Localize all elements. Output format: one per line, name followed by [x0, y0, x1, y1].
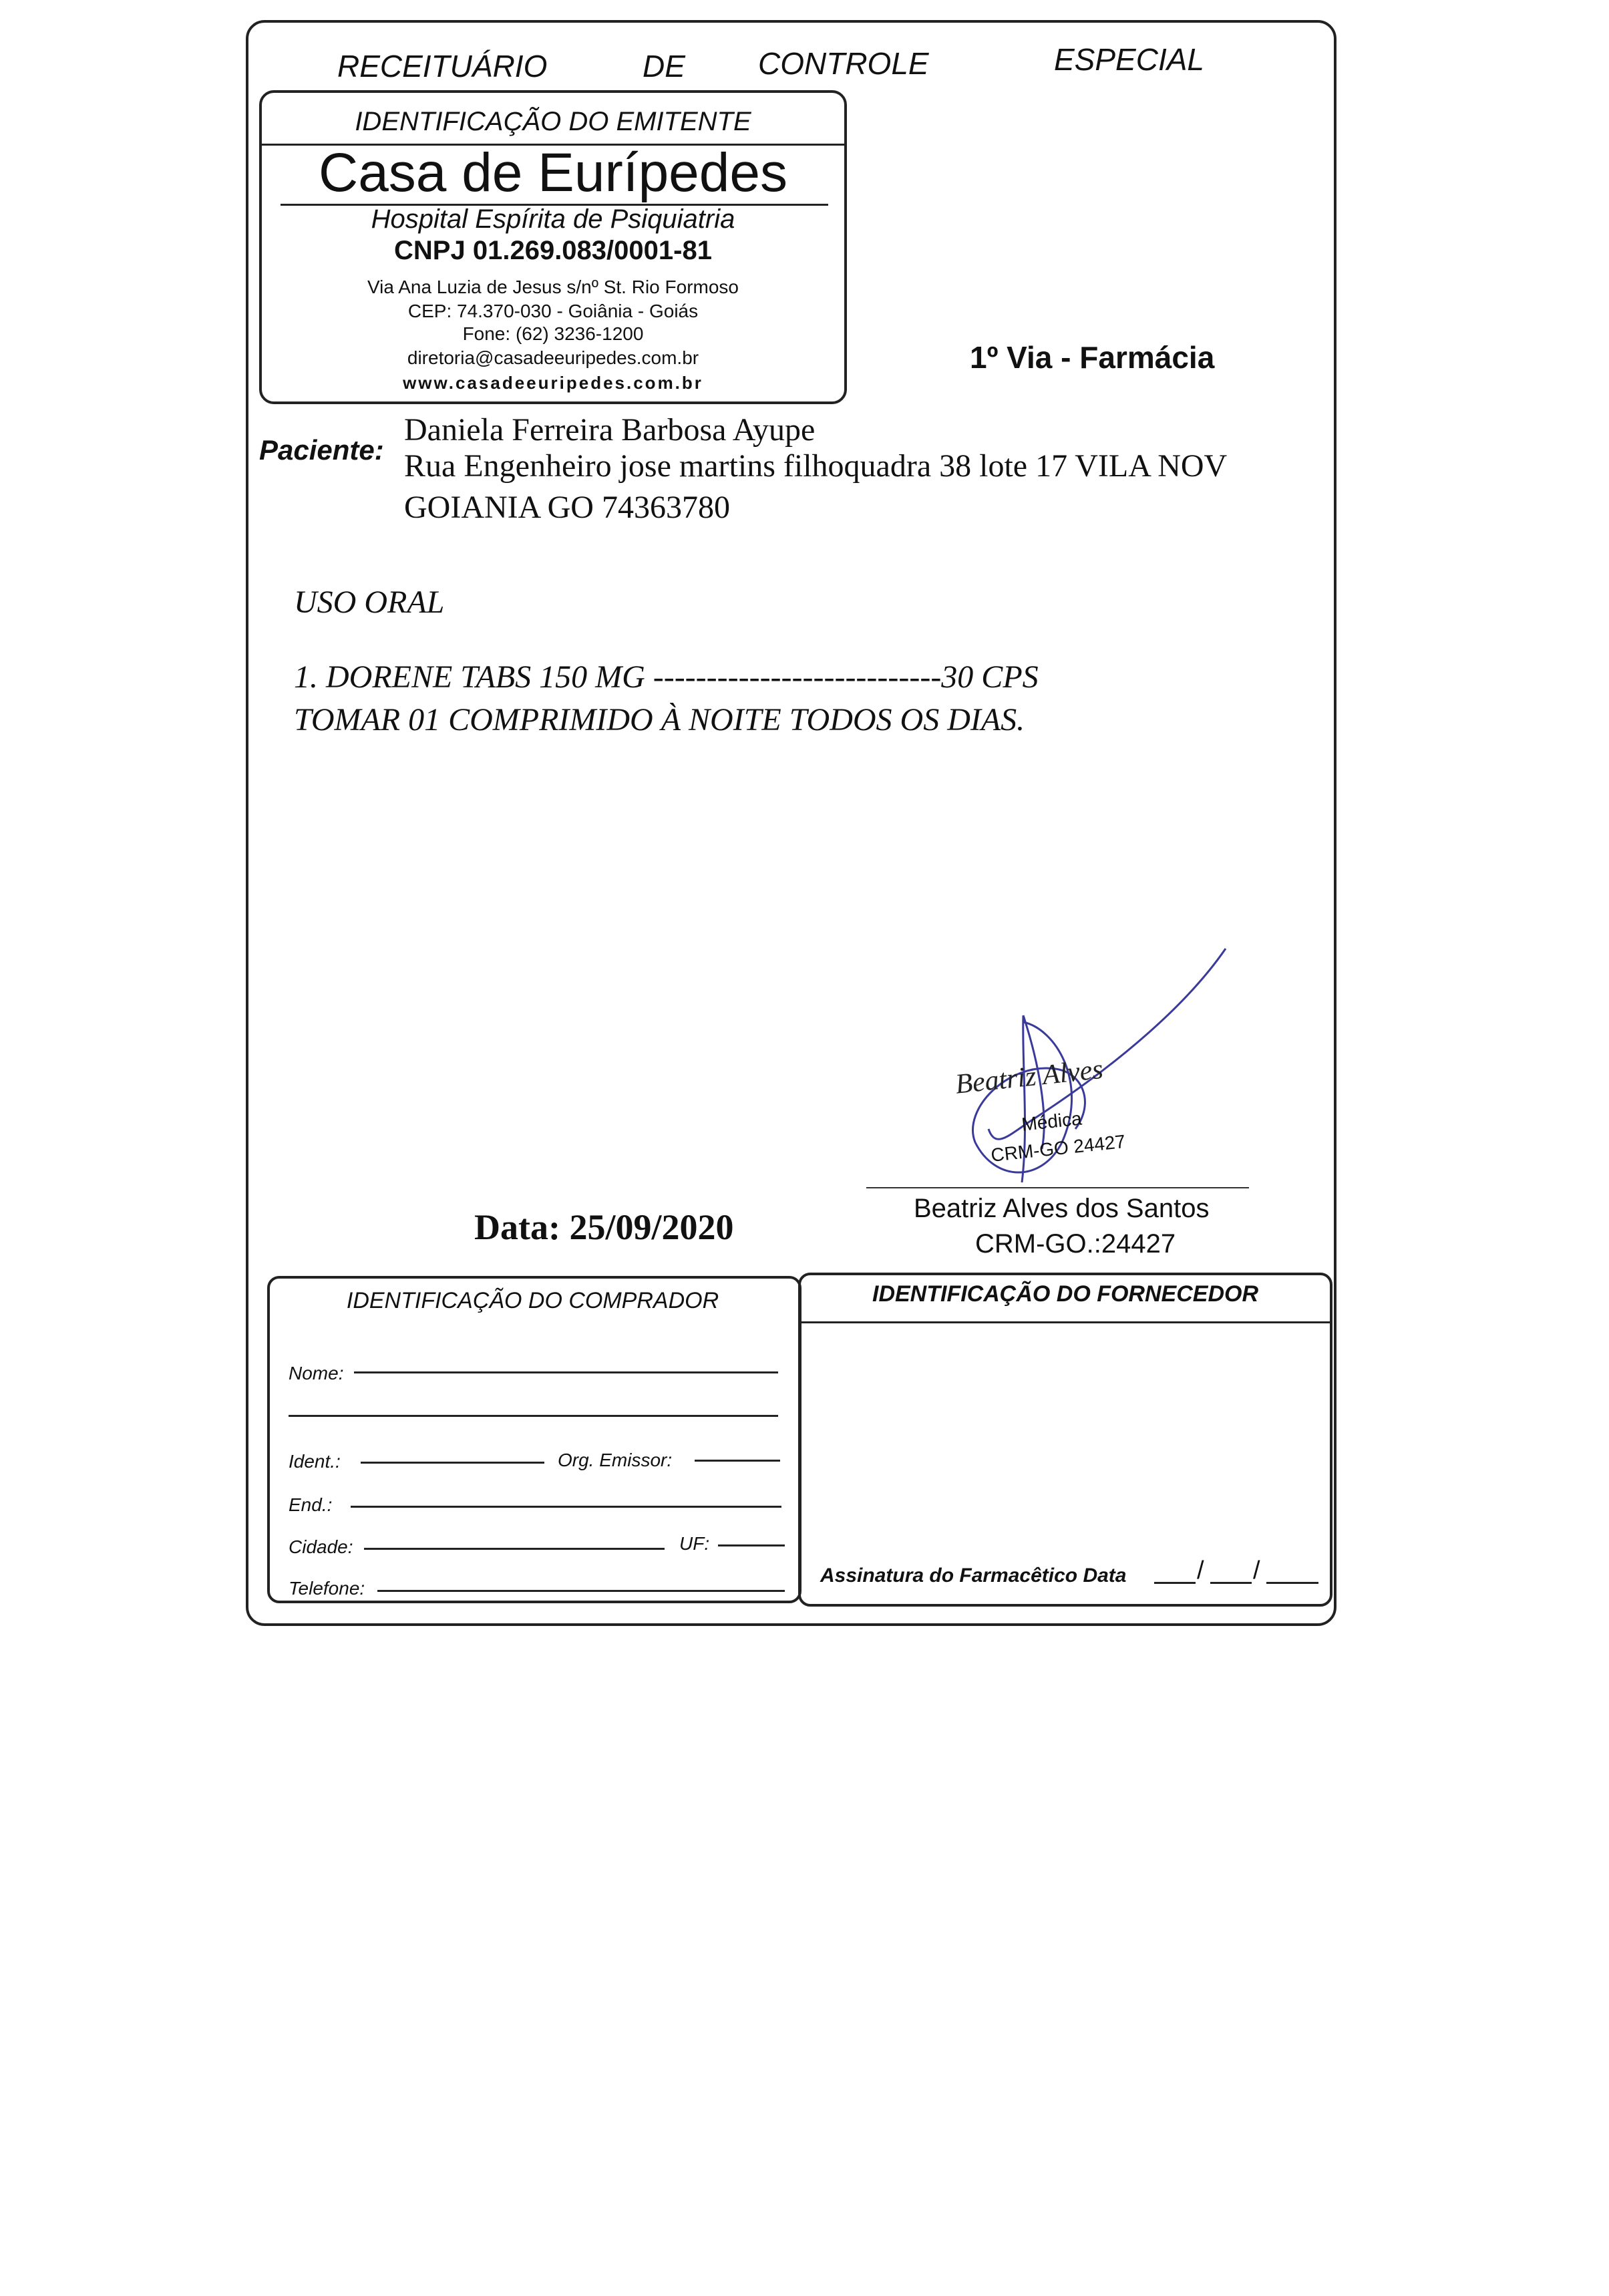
patient-address-line2: GOIANIA GO 74363780 — [404, 490, 730, 525]
buyer-end-label: End.: — [289, 1494, 333, 1515]
buyer-title: IDENTIFICAÇÃO DO COMPRADOR — [346, 1288, 719, 1313]
patient-name: Daniela Ferreira Barbosa Ayupe — [404, 412, 816, 448]
buyer-nome-label: Nome: — [289, 1363, 344, 1383]
signature-line — [866, 1187, 1249, 1188]
header-word-de: DE — [643, 49, 685, 84]
header-word-receituario: RECEITUÁRIO — [337, 49, 548, 84]
supplier-date-day-line — [1154, 1582, 1196, 1584]
prescription-instructions: TOMAR 01 COMPRIMIDO À NOITE TODOS OS DIAS. — [294, 702, 1025, 737]
supplier-signature-label: Assinatura do Farmacêtico Data — [820, 1565, 1127, 1587]
buyer-nome-line-2 — [289, 1415, 778, 1417]
supplier-title-divider — [801, 1321, 1330, 1323]
stamp-role: Médica — [1021, 1108, 1083, 1135]
doctor-crm: CRM-GO.:24427 — [975, 1229, 1176, 1259]
doctor-name: Beatriz Alves dos Santos — [914, 1194, 1210, 1223]
copy-label: 1º Via - Farmácia — [970, 340, 1215, 375]
buyer-cidade-line — [364, 1548, 665, 1550]
institution-name: Casa de Eurípedes — [318, 142, 787, 203]
buyer-ident-label: Ident.: — [289, 1451, 341, 1472]
header-word-controle: CONTROLE — [758, 46, 929, 81]
route-of-administration: USO ORAL — [294, 585, 445, 620]
institution-phone: Fone: (62) 3236-1200 — [462, 323, 644, 344]
buyer-uf-label: UF: — [679, 1533, 710, 1554]
patient-label: Paciente: — [259, 434, 384, 466]
supplier-title: IDENTIFICAÇÃO DO FORNECEDOR — [872, 1281, 1258, 1307]
prescription-date: Data: 25/09/2020 — [474, 1207, 734, 1247]
buyer-nome-line — [354, 1371, 778, 1373]
supplier-date-year-line — [1266, 1582, 1318, 1584]
buyer-ident-line — [361, 1462, 544, 1464]
institution-website: www.casadeeuripedes.com.br — [403, 373, 703, 393]
buyer-uf-line — [718, 1544, 785, 1546]
buyer-cidade-label: Cidade: — [289, 1536, 353, 1557]
stamp-name: Beatriz Alves — [954, 1053, 1105, 1100]
institution-cnpj: CNPJ 01.269.083/0001-81 — [394, 236, 712, 265]
buyer-org-label: Org. Emissor: — [558, 1450, 673, 1470]
buyer-org-line — [695, 1460, 780, 1462]
institution-address: Via Ana Luzia de Jesus s/nº St. Rio Formoso — [367, 277, 739, 297]
supplier-date-slash-1: / — [1197, 1556, 1204, 1585]
buyer-end-line — [351, 1506, 781, 1508]
institution-subtitle: Hospital Espírita de Psiquiatria — [371, 204, 735, 234]
buyer-telefone-label: Telefone: — [289, 1578, 365, 1599]
institution-cep: CEP: 74.370-030 - Goiânia - Goiás — [407, 301, 699, 321]
emitter-section-title: IDENTIFICAÇÃO DO EMITENTE — [355, 107, 751, 136]
buyer-telefone-line — [377, 1590, 785, 1592]
patient-address-line1: Rua Engenheiro jose martins filhoquadra 38 lote 17 VILA NOV — [404, 448, 1228, 484]
header-word-especial: ESPECIAL — [1054, 42, 1204, 77]
supplier-date-slash-2: / — [1253, 1556, 1260, 1585]
prescription-item: 1. DORENE TABS 150 MG ---------------------------30 CPS — [294, 659, 1039, 695]
institution-email: diretoria@casadeeuripedes.com.br — [407, 347, 699, 368]
stamp-crm: CRM-GO 24427 — [990, 1130, 1127, 1166]
supplier-date-month-line — [1210, 1582, 1252, 1584]
